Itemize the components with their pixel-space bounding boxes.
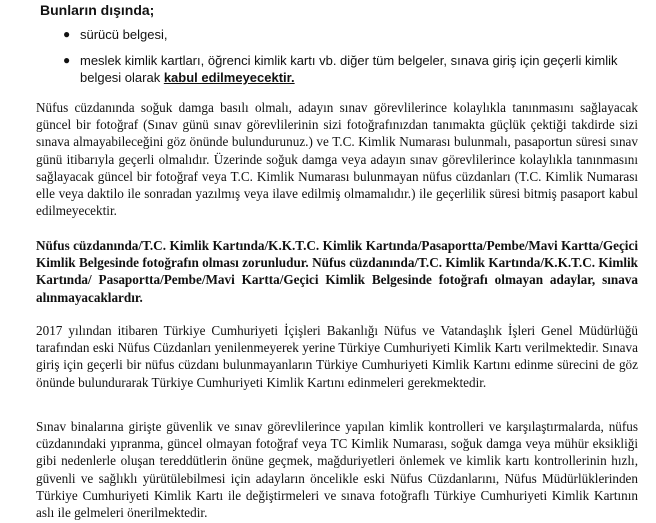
bullet-text: meslek kimlik kartları, öğrenci kimlik kartı vb. diğer tüm belgeler, sınava giriş için geçerli kimlik belgesi olarak [80,53,618,85]
list-item [40,52,652,86]
section-heading: Bunların dışında; [40,2,155,18]
paragraph-security-checks: Sınav binalarına girişte güvenlik ve sınav görevlilerince yapılan kimlik kontrolleri ve karşılaştırmalarda, nüfus cüzdanındaki yıpranma, güncel olmayan fotoğraf veya TC Kimlik Numarası, soğuk damga veya mühür eksikliği gibi nedenlerle oluşan tereddütlerin önüne geçmek, mağduriyetleri önlemek ve kimlik kartı kontrollerinin hızlı, güvenli ve sağlıklı yürütülebilmesi için adayların öncelikle eski Nüfus Cüzdanlarını, Nüfus Müdürlüklerinden Türkiye Cumhuriyeti Kimlik Kartı ile değiştirmeleri ve sınava fotoğraflı Türkiye Cumhuriyeti Kimlik Kartının aslı ile gelmeleri önerilmektedir. [36,419,638,521]
excluded-documents-list [40,26,652,95]
list-item [40,26,652,43]
bullet-emphasis: kabul edilmeyecektir. [163,70,295,85]
paragraph-new-id-card: 2017 yılından itibaren Türkiye Cumhuriyeti İçişleri Bakanlığı Nüfus ve Vatandaşlık İşleri Genel Müdürlüğü tarafından eski Nüfus Cüzdanları yenilenmeyerek yerine Türkiye Cumhuriyeti Kimlik Kartı verilmektedir. Sınava giriş için geçerli bir nüfus cüzdanı bulunmayanların Türkiye Cumhuriyeti Kimlik Kartını edinme sürecini de göz önünde bulundurarak Türkiye Cumhuriyeti Kimlik Kartını edinmeleri gerekmektedir. [36,323,638,390]
paragraph-identity-requirements: Nüfus cüzdanında soğuk damga basılı olmalı, adayın sınav görevlilerince kolaylıkla tanınmasını sağlayacak güncel bir fotoğraf (Sınav günü sınav görevlilerinin sizi fotoğrafınızdan tanımakta güçlük çektiği takdirde sizi sınava almayabileceğini göz önünde bulundurunuz.) ve T.C. Kimlik Numarası bulunmalı, pasaportun süresi sınav günü itibarıyla geçerli olmalıdır. Üzerinde soğuk damga veya adayın sınav görevlilerince kolaylıkla tanınmasını sağlayacak güncel bir fotoğraf veya T.C. Kimlik Numarası bulunmayan nüfus cüzdanları (T.C. Kimlik Numarası elle veya daktilo ile sonradan yazılmış veya ilave edilmiş olmamalıdır.) ile geçerlilik süresi bitmiş pasaport kabul edilmeyecektir. [36,100,638,219]
bullet-text: sürücü belgesi, [80,27,168,42]
paragraph-photo-mandatory: Nüfus cüzdanında/T.C. Kimlik Kartında/K.K.T.C. Kimlik Kartında/Pasaportta/Pembe/Mavi Kartta/Geçici Kimlik Belgesinde fotoğrafın olması zorunludur. Nüfus cüzdanında/T.C. Kimlik Kartında/K.K.T.C. Kimlik Kartında/ Pasaportta/Pembe/Mavi Kartta/Geçici Kimlik Belgesinde fotoğrafı olmayan adaylar, sınava alınmayacaklardır. [36,238,638,305]
bullet-icon: ● [63,27,71,41]
bullet-icon: ● [63,53,71,67]
